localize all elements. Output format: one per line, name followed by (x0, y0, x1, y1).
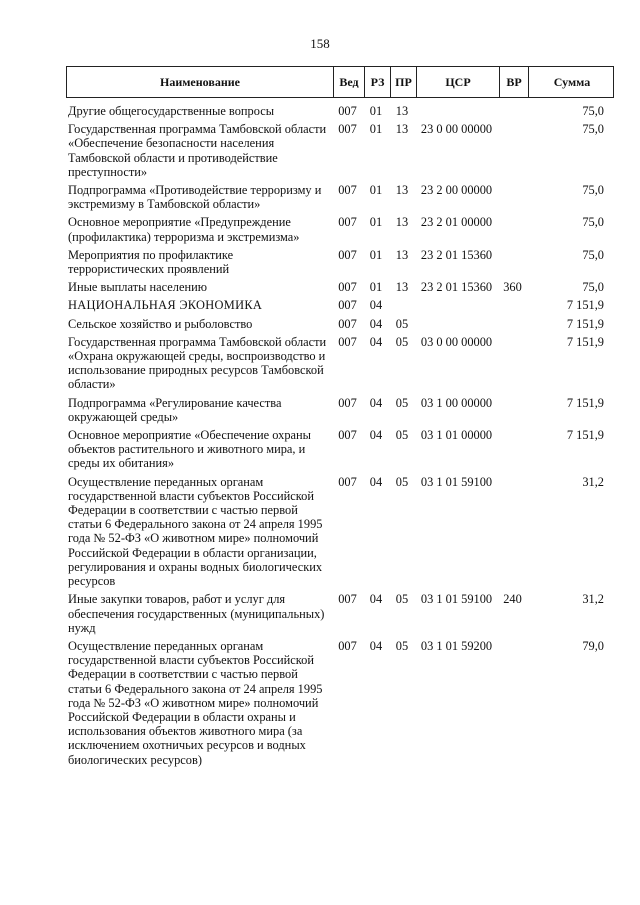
row-vr (498, 183, 527, 211)
header-csr: ЦСР (416, 67, 499, 97)
row-sum: 79,0 (582, 638, 604, 653)
row-rz: 01 (369, 247, 383, 262)
row-csr: 23 2 01 15360 (420, 280, 493, 295)
row-pr: 13 (395, 247, 409, 262)
row-ved: 007 (338, 428, 357, 443)
row-csr (415, 104, 498, 118)
row-vr (498, 428, 527, 471)
table-row (66, 475, 614, 589)
row-ved: 007 (338, 280, 357, 295)
header-vr: ВР (499, 67, 528, 97)
row-name: Основное мероприятие «Предупреждение (профилактика) терроризма и экстремизма» (68, 215, 300, 244)
row-vr (498, 298, 527, 312)
header-sum: Сумма (528, 67, 615, 97)
row-vr (498, 104, 527, 118)
row-pr: 05 (395, 316, 409, 331)
header-ved: Вед (333, 67, 364, 97)
row-pr: 13 (395, 122, 409, 137)
row-ved: 007 (338, 474, 357, 489)
row-vr: 240 (503, 592, 522, 607)
table-row (66, 298, 614, 312)
row-csr: 03 1 01 59200 (420, 638, 493, 653)
header-rz: РЗ (364, 67, 390, 97)
row-rz: 04 (369, 395, 383, 410)
table-row (66, 335, 614, 392)
row-rz: 01 (369, 183, 383, 198)
row-rz: 04 (369, 316, 383, 331)
row-name: Мероприятия по профилактике террористических проявлений (68, 247, 234, 277)
row-sum: 75,0 (582, 215, 604, 230)
table-body (66, 104, 614, 771)
row-sum: 75,0 (582, 247, 604, 262)
row-vr (498, 396, 527, 424)
table-row (66, 248, 614, 276)
row-rz: 04 (369, 592, 383, 607)
table-row (66, 122, 614, 179)
row-pr: 13 (395, 215, 409, 230)
table-header (66, 66, 614, 98)
row-vr (498, 335, 527, 392)
row-ved: 007 (338, 298, 357, 313)
row-pr (389, 298, 415, 312)
row-ved: 007 (338, 122, 357, 137)
row-rz: 04 (369, 334, 383, 349)
row-sum: 31,2 (582, 474, 604, 489)
page-number: 158 (310, 36, 330, 51)
table-row (66, 104, 614, 118)
row-rz: 04 (369, 638, 383, 653)
row-ved: 007 (338, 104, 357, 118)
row-ved: 007 (338, 183, 357, 198)
row-pr: 05 (395, 428, 409, 443)
row-csr: 23 0 00 00000 (420, 122, 493, 137)
row-rz: 01 (369, 215, 383, 230)
row-sum: 75,0 (582, 280, 604, 295)
row-pr: 05 (395, 334, 409, 349)
row-rz: 01 (369, 280, 383, 295)
row-pr: 13 (395, 280, 409, 295)
row-csr: 03 1 01 59100 (420, 592, 493, 607)
row-csr (415, 298, 498, 312)
table-row (66, 280, 614, 294)
row-name: Основное мероприятие «Обеспечение охраны объектов растительного и животного мира, и среды их обитания» (68, 428, 311, 471)
row-name: Подпрограмма «Регулирование качества окружающей среды» (68, 395, 282, 424)
row-rz: 04 (369, 428, 383, 443)
row-rz: 04 (369, 474, 383, 489)
row-rz: 04 (369, 298, 383, 313)
row-pr: 05 (395, 592, 409, 607)
row-csr (415, 317, 498, 331)
row-pr: 05 (395, 395, 409, 410)
row-vr (498, 639, 527, 767)
row-vr (498, 317, 527, 331)
row-vr (498, 248, 527, 276)
table-row (66, 215, 614, 243)
table-row (66, 317, 614, 331)
table-row (66, 639, 614, 767)
row-ved: 007 (338, 395, 357, 410)
row-sum: 7 151,9 (566, 298, 604, 313)
table-row (66, 183, 614, 211)
row-rz: 01 (369, 122, 383, 137)
row-csr: 03 0 00 00000 (420, 334, 493, 349)
row-pr: 13 (395, 183, 409, 198)
row-csr: 03 1 00 00000 (420, 395, 493, 410)
row-vr (498, 215, 527, 243)
row-csr: 23 2 01 00000 (420, 215, 493, 230)
row-vr (498, 122, 527, 179)
row-rz: 01 (369, 104, 383, 118)
header-name: Наименование (160, 74, 240, 89)
row-ved: 007 (338, 247, 357, 262)
row-ved: 007 (338, 638, 357, 653)
row-csr: 03 1 01 00000 (420, 428, 493, 443)
table-row (66, 428, 614, 471)
header-pr: ПР (390, 67, 416, 97)
row-sum: 75,0 (582, 104, 604, 118)
row-name: Иные закупки товаров, работ и услуг для обеспечения государственных (муниципальных) нужд (68, 592, 325, 635)
row-ved: 007 (338, 215, 357, 230)
row-name: Осуществление переданных органам государственной власти субъектов Российской Федерации в соответствии с частью первой статьи 6 Федерального закона от 24 апреля 1995 года № 52-ФЗ «О животном мире» полномочий Российской Федерации в области организации, регулирования и охраны водных биологических ресурсов (68, 474, 323, 589)
row-sum: 7 151,9 (566, 316, 604, 331)
row-sum: 7 151,9 (566, 428, 604, 443)
row-name: Сельское хозяйство и рыболовство (68, 316, 253, 331)
row-pr: 13 (395, 104, 409, 118)
row-pr: 05 (395, 638, 409, 653)
table-row (66, 592, 614, 635)
row-csr: 23 2 01 15360 (420, 247, 493, 262)
row-ved: 007 (338, 334, 357, 349)
row-sum: 31,2 (582, 592, 604, 607)
row-sum: 75,0 (582, 122, 604, 137)
row-name: Иные выплаты населению (68, 280, 207, 295)
row-sum: 7 151,9 (566, 395, 604, 410)
row-name: Государственная программа Тамбовской области «Обеспечение безопасности населения Тамбовской области и противодействие преступности» (68, 122, 327, 179)
row-vr (498, 475, 527, 589)
row-name: Государственная программа Тамбовской области «Охрана окружающей среды, воспроизводство и использование природных ресурсов Тамбовской области» (68, 334, 327, 392)
row-name: Другие общегосударственные вопросы (68, 104, 275, 118)
row-name: НАЦИОНАЛЬНАЯ ЭКОНОМИКА (68, 298, 263, 313)
row-ved: 007 (338, 316, 357, 331)
table-row (66, 396, 614, 424)
row-ved: 007 (338, 592, 357, 607)
row-sum: 7 151,9 (566, 334, 604, 349)
row-vr: 360 (503, 280, 522, 295)
row-csr: 03 1 01 59100 (420, 474, 493, 489)
row-name: Подпрограмма «Противодействие терроризму и экстремизму в Тамбовской области» (68, 183, 322, 212)
row-pr: 05 (395, 474, 409, 489)
row-name: Осуществление переданных органам государственной власти субъектов Российской Федерации в соответствии с частью первой статьи 6 Федерального закона от 24 апреля 1995 года № 52-ФЗ «О животном мире» полномочий Российской Федерации в области охраны и использования объектов животного мира (за исключением охотничьих ресурсов и водных биологических ресурсов) (68, 638, 323, 767)
row-csr: 23 2 00 00000 (420, 183, 493, 198)
row-sum: 75,0 (582, 183, 604, 198)
